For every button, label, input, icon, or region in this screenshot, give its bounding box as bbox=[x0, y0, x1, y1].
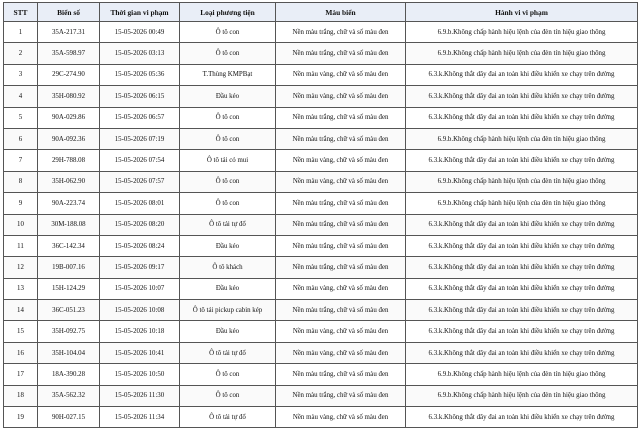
cell-time: 15-05-2026 07:57 bbox=[100, 171, 180, 192]
cell-time: 15-05-2026 10:41 bbox=[100, 342, 180, 363]
cell-plate-color: Nền màu trắng, chữ và số màu đen bbox=[276, 257, 406, 278]
table-row bbox=[4, 278, 638, 299]
cell-vehicle-type: Ô tô con bbox=[180, 193, 276, 214]
table-row bbox=[4, 150, 638, 171]
cell-vehicle-type: Đầu kéo bbox=[180, 321, 276, 342]
cell-stt: 11 bbox=[4, 235, 38, 256]
header-row bbox=[4, 3, 638, 22]
cell-plate-color: Nền màu trắng, chữ và số màu đen bbox=[276, 107, 406, 128]
cell-vehicle-type: Ô tô tải có mui bbox=[180, 150, 276, 171]
cell-plate-color: Nền màu trắng, chữ và số màu đen bbox=[276, 128, 406, 149]
cell-violation: 6.3.k.Không thắt dây đai an toàn khi điều khiển xe chạy trên đường bbox=[406, 86, 638, 107]
table-row bbox=[4, 64, 638, 85]
cell-time: 15-05-2026 09:17 bbox=[100, 257, 180, 278]
cell-stt: 12 bbox=[4, 257, 38, 278]
cell-violation: 6.3.k.Không thắt dây đai an toàn khi điều khiển xe chạy trên đường bbox=[406, 278, 638, 299]
cell-plate-color: Nền màu trắng, chữ và số màu đen bbox=[276, 364, 406, 385]
cell-violation: 6.3.k.Không thắt dây đai an toàn khi điều khiển xe chạy trên đường bbox=[406, 64, 638, 85]
cell-vehicle-type: Đầu kéo bbox=[180, 86, 276, 107]
cell-vehicle-type: Ô tô tải tự đổ bbox=[180, 214, 276, 235]
table-row bbox=[4, 86, 638, 107]
cell-stt: 18 bbox=[4, 385, 38, 406]
cell-plate: 36C-051.23 bbox=[38, 300, 100, 321]
table-row bbox=[4, 407, 638, 428]
violations-table bbox=[3, 2, 638, 428]
cell-plate-color: Nền màu vàng, chữ và số màu đen bbox=[276, 321, 406, 342]
cell-plate: 90A-223.74 bbox=[38, 193, 100, 214]
table-row bbox=[4, 43, 638, 64]
cell-plate-color: Nền màu vàng, chữ và số màu đen bbox=[276, 86, 406, 107]
cell-plate-color: Nền màu trắng, chữ và số màu đen bbox=[276, 214, 406, 235]
header-time: Thời gian vi phạm bbox=[100, 3, 180, 22]
cell-violation: 6.3.k.Không thắt dây đai an toàn khi điều khiển xe chạy trên đường bbox=[406, 107, 638, 128]
cell-time: 15-05-2026 08:20 bbox=[100, 214, 180, 235]
cell-plate: 35H-080.92 bbox=[38, 86, 100, 107]
cell-violation: 6.3.k.Không thắt dây đai an toàn khi điều khiển xe chạy trên đường bbox=[406, 214, 638, 235]
violations-table-container bbox=[3, 2, 637, 421]
header-vehicle-type: Loại phương tiện bbox=[180, 3, 276, 22]
cell-violation: 6.3.k.Không thắt dây đai an toàn khi điều khiển xe chạy trên đường bbox=[406, 150, 638, 171]
cell-plate: 35H-062.90 bbox=[38, 171, 100, 192]
cell-violation: 6.3.k.Không thắt dây đai an toàn khi điều khiển xe chạy trên đường bbox=[406, 321, 638, 342]
cell-stt: 13 bbox=[4, 278, 38, 299]
cell-stt: 1 bbox=[4, 22, 38, 43]
cell-plate-color: Nền màu vàng, chữ và số màu đen bbox=[276, 150, 406, 171]
cell-vehicle-type: Ô tô khách bbox=[180, 257, 276, 278]
cell-plate: 90A-029.86 bbox=[38, 107, 100, 128]
cell-plate-color: Nền màu trắng, chữ và số màu đen bbox=[276, 193, 406, 214]
cell-violation: 6.9.b.Không chấp hành hiệu lệnh của đèn tín hiệu giao thông bbox=[406, 385, 638, 406]
cell-vehicle-type: Ô tô con bbox=[180, 171, 276, 192]
cell-plate: 29C-274.90 bbox=[38, 64, 100, 85]
cell-plate-color: Nền màu trắng, chữ và số màu đen bbox=[276, 43, 406, 64]
cell-plate: 35A-598.97 bbox=[38, 43, 100, 64]
cell-time: 15-05-2026 10:07 bbox=[100, 278, 180, 299]
cell-time: 15-05-2026 08:01 bbox=[100, 193, 180, 214]
cell-violation: 6.9.b.Không chấp hành hiệu lệnh của đèn tín hiệu giao thông bbox=[406, 22, 638, 43]
cell-plate: 36C-142.34 bbox=[38, 235, 100, 256]
table-row bbox=[4, 235, 638, 256]
cell-plate: 18A-390.28 bbox=[38, 364, 100, 385]
cell-vehicle-type: Ô tô tải pickup cabin kép bbox=[180, 300, 276, 321]
cell-plate: 90H-027.15 bbox=[38, 407, 100, 428]
cell-vehicle-type: Đầu kéo bbox=[180, 278, 276, 299]
table-body bbox=[4, 22, 638, 428]
table-row bbox=[4, 364, 638, 385]
cell-violation: 6.9.b.Không chấp hành hiệu lệnh của đèn tín hiệu giao thông bbox=[406, 364, 638, 385]
cell-plate: 30M-188.08 bbox=[38, 214, 100, 235]
cell-stt: 16 bbox=[4, 342, 38, 363]
cell-plate-color: Nền màu vàng, chữ và số màu đen bbox=[276, 64, 406, 85]
cell-stt: 5 bbox=[4, 107, 38, 128]
cell-violation: 6.3.k.Không thắt dây đai an toàn khi điều khiển xe chạy trên đường bbox=[406, 407, 638, 428]
cell-stt: 8 bbox=[4, 171, 38, 192]
cell-violation: 6.9.b.Không chấp hành hiệu lệnh của đèn tín hiệu giao thông bbox=[406, 128, 638, 149]
cell-stt: 14 bbox=[4, 300, 38, 321]
table-row bbox=[4, 107, 638, 128]
table-row bbox=[4, 171, 638, 192]
cell-vehicle-type: Ô tô con bbox=[180, 385, 276, 406]
cell-time: 15-05-2026 06:57 bbox=[100, 107, 180, 128]
table-row bbox=[4, 214, 638, 235]
cell-time: 15-05-2026 06:15 bbox=[100, 86, 180, 107]
cell-time: 15-05-2026 00:49 bbox=[100, 22, 180, 43]
cell-time: 15-05-2026 10:08 bbox=[100, 300, 180, 321]
cell-vehicle-type: Ô tô con bbox=[180, 128, 276, 149]
cell-violation: 6.9.b.Không chấp hành hiệu lệnh của đèn tín hiệu giao thông bbox=[406, 193, 638, 214]
table-row bbox=[4, 385, 638, 406]
header-plate-color: Màu biển bbox=[276, 3, 406, 22]
cell-plate: 29H-788.08 bbox=[38, 150, 100, 171]
cell-plate: 35H-104.04 bbox=[38, 342, 100, 363]
cell-plate-color: Nền màu vàng, chữ và số màu đen bbox=[276, 278, 406, 299]
cell-time: 15-05-2026 07:19 bbox=[100, 128, 180, 149]
cell-plate-color: Nền màu trắng, chữ và số màu đen bbox=[276, 22, 406, 43]
cell-violation: 6.3.k.Không thắt dây đai an toàn khi điều khiển xe chạy trên đường bbox=[406, 235, 638, 256]
table-row bbox=[4, 128, 638, 149]
cell-vehicle-type: Ô tô con bbox=[180, 364, 276, 385]
cell-time: 15-05-2026 10:18 bbox=[100, 321, 180, 342]
cell-vehicle-type: Ô tô con bbox=[180, 43, 276, 64]
cell-vehicle-type: Ô tô con bbox=[180, 22, 276, 43]
cell-stt: 10 bbox=[4, 214, 38, 235]
table-row bbox=[4, 193, 638, 214]
cell-plate: 35A-217.31 bbox=[38, 22, 100, 43]
cell-vehicle-type: Ô tô tải tự đổ bbox=[180, 342, 276, 363]
header-violation: Hành vi vi phạm bbox=[406, 3, 638, 22]
cell-stt: 2 bbox=[4, 43, 38, 64]
cell-stt: 19 bbox=[4, 407, 38, 428]
header-stt: STT bbox=[4, 3, 38, 22]
table-header bbox=[4, 3, 638, 22]
cell-plate: 19B-007.16 bbox=[38, 257, 100, 278]
cell-violation: 6.3.k.Không thắt dây đai an toàn khi điều khiển xe chạy trên đường bbox=[406, 300, 638, 321]
cell-plate: 15H-124.29 bbox=[38, 278, 100, 299]
cell-vehicle-type: T.Thùng KMPBạt bbox=[180, 64, 276, 85]
cell-plate-color: Nền màu vàng, chữ và số màu đen bbox=[276, 171, 406, 192]
cell-violation: 6.3.k.Không thắt dây đai an toàn khi điều khiển xe chạy trên đường bbox=[406, 257, 638, 278]
cell-violation: 6.9.b.Không chấp hành hiệu lệnh của đèn tín hiệu giao thông bbox=[406, 43, 638, 64]
cell-stt: 15 bbox=[4, 321, 38, 342]
cell-stt: 7 bbox=[4, 150, 38, 171]
cell-plate-color: Nền màu vàng, chữ và số màu đen bbox=[276, 407, 406, 428]
cell-stt: 4 bbox=[4, 86, 38, 107]
header-plate: Biển số bbox=[38, 3, 100, 22]
cell-time: 15-05-2026 07:54 bbox=[100, 150, 180, 171]
cell-vehicle-type: Đầu kéo bbox=[180, 235, 276, 256]
cell-violation: 6.3.k.Không thắt dây đai an toàn khi điều khiển xe chạy trên đường bbox=[406, 342, 638, 363]
cell-plate: 35H-092.75 bbox=[38, 321, 100, 342]
table-row bbox=[4, 321, 638, 342]
cell-time: 15-05-2026 10:50 bbox=[100, 364, 180, 385]
cell-plate-color: Nền màu trắng, chữ và số màu đen bbox=[276, 385, 406, 406]
cell-plate-color: Nền màu vàng, chữ và số màu đen bbox=[276, 342, 406, 363]
cell-plate-color: Nền màu trắng, chữ và số màu đen bbox=[276, 300, 406, 321]
cell-vehicle-type: Ô tô tải tự đổ bbox=[180, 407, 276, 428]
cell-plate-color: Nền màu trắng, chữ và số màu đen bbox=[276, 235, 406, 256]
cell-stt: 6 bbox=[4, 128, 38, 149]
cell-stt: 9 bbox=[4, 193, 38, 214]
table-row bbox=[4, 257, 638, 278]
cell-time: 15-05-2026 05:36 bbox=[100, 64, 180, 85]
cell-violation: 6.9.b.Không chấp hành hiệu lệnh của đèn tín hiệu giao thông bbox=[406, 171, 638, 192]
cell-plate: 90A-092.36 bbox=[38, 128, 100, 149]
cell-time: 15-05-2026 11:30 bbox=[100, 385, 180, 406]
table-row bbox=[4, 22, 638, 43]
cell-stt: 3 bbox=[4, 64, 38, 85]
cell-stt: 17 bbox=[4, 364, 38, 385]
cell-plate: 35A-562.32 bbox=[38, 385, 100, 406]
cell-vehicle-type: Ô tô con bbox=[180, 107, 276, 128]
table-row bbox=[4, 300, 638, 321]
cell-time: 15-05-2026 08:24 bbox=[100, 235, 180, 256]
cell-time: 15-05-2026 03:13 bbox=[100, 43, 180, 64]
cell-time: 15-05-2026 11:34 bbox=[100, 407, 180, 428]
table-row bbox=[4, 342, 638, 363]
